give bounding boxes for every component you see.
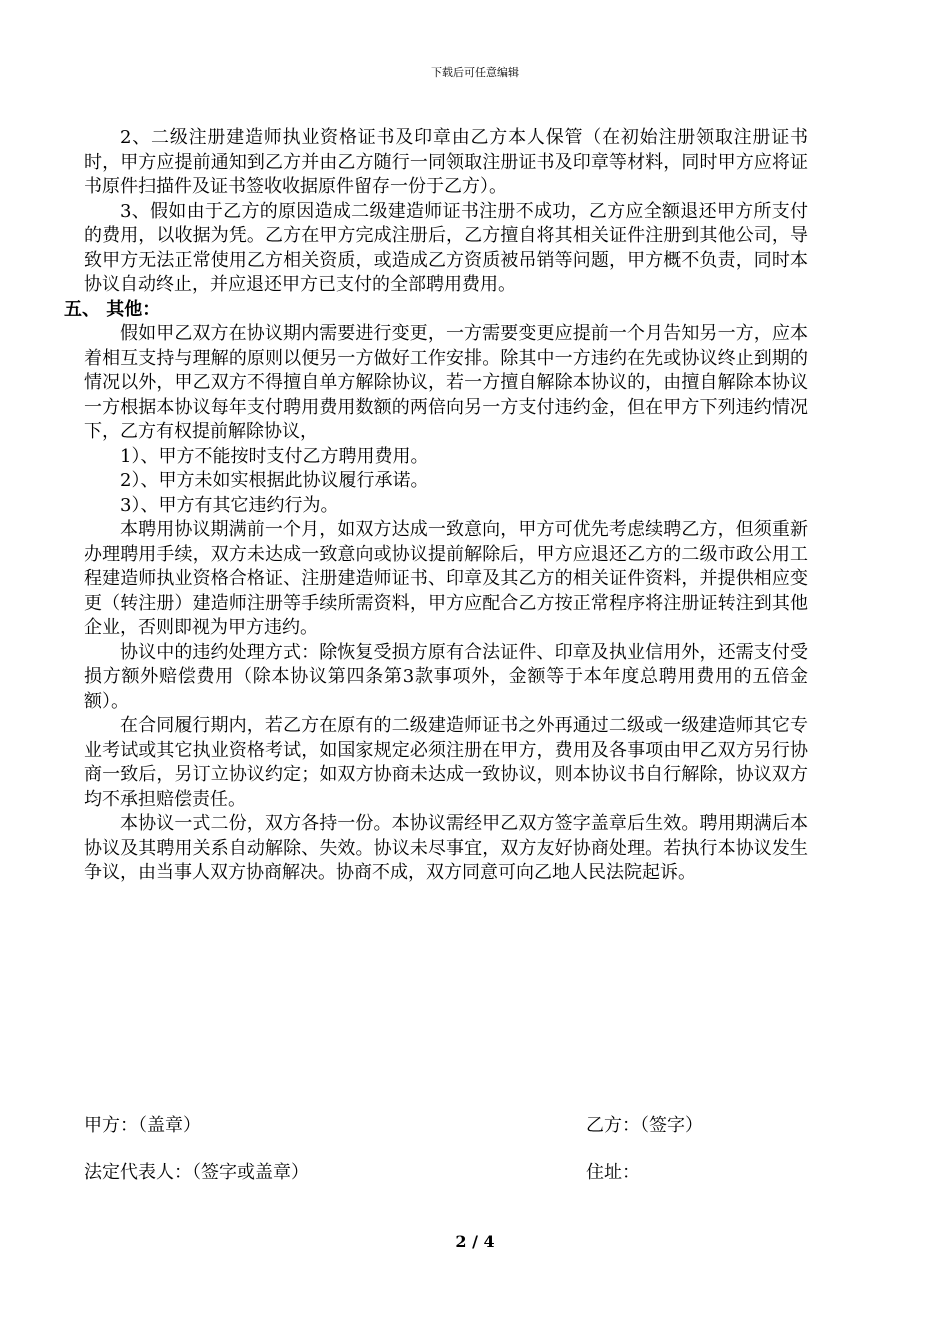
paragraph-additional-qualification: 在合同履行期内，若乙方在原有的二级建造师证书之外再通过二级或一级建造师其它专业考试或其它执业资格考试，如国家规定必须注册在甲方，费用及各事项由甲乙双方另行协商一致后，另订立协议约定；如双方协商未达成一致协议，则本协议书自行解除，协议双方均不承担赔偿责任。: [84, 715, 808, 810]
clause-4-2: 2、二级注册建造师执业资格证书及印章由乙方本人保管（在初始注册领取注册证书时，甲方应提前通知到乙方并由乙方随行一同领取注册证书及印章等材料，同时甲方应将证书原件扫描件及证书签收收据原件留存一份于乙方）。: [84, 127, 808, 197]
page-number: 2 / 4: [455, 1232, 495, 1251]
party-b-signature-label: 乙方：（签字）: [586, 1115, 703, 1136]
document-body: [64, 126, 808, 886]
signature-row-2: [84, 1160, 808, 1186]
signature-row-1: [84, 1113, 808, 1139]
list-item: 3）、甲方有其它违约行为。: [120, 494, 339, 516]
page-header: 下载后可任意编辑: [431, 66, 519, 79]
paragraph-effectiveness: 本协议一式二份，双方各持一份。本协议需经甲乙双方签字盖章后生效。聘用期满后本协议及其聘用关系自动解除、失效。协议未尽事宜，双方友好协商处理。若执行本协议发生争议，由当事人双方协商解决。协商不成，双方同意可向乙地人民法院起诉。: [84, 813, 808, 883]
section-five-intro: 假如甲乙双方在协议期内需要进行变更，一方需要变更应提前一个月告知另一方，应本着相互支持与理解的原则以便另一方做好工作安排。除其中一方违约在先或协议终止到期的情况以外，甲乙双方不得擅自单方解除协议，若一方擅自解除本协议的，由擅自解除本协议一方根据本协议每年支付聘用费用数额的两倍向另一方支付违约金，但在甲方下列违约情况下，乙方有权提前解除协议，: [84, 323, 808, 442]
address-label: 住址：: [586, 1162, 640, 1183]
clause-4-3: 3、假如由于乙方的原因造成二级建造师证书注册不成功，乙方应全额退还甲方所支付的费用，以收据为凭。乙方在甲方完成注册后，乙方擅自将其相关证件注册到其他公司，导致甲方无法正常使用乙方相关资质，或造成乙方资质被吊销等问题，甲方概不负责，同时本协议自动终止，并应退还甲方已支付的全部聘用费用。: [84, 200, 808, 295]
legal-representative-label: 法定代表人：（签字或盖章）: [84, 1162, 309, 1183]
party-a-seal-label: 甲方：（盖章）: [84, 1115, 201, 1136]
list-item: 1）、甲方不能按时支付乙方聘用费用。: [120, 445, 429, 467]
section-five-heading: 五、 其他：: [64, 298, 161, 320]
list-item: 2）、甲方未如实根据此协议履行承诺。: [120, 470, 429, 491]
paragraph-renewal: 本聘用协议期满前一个月，如双方达成一致意向，甲方可优先考虑续聘乙方，但须重新办理聘用手续，双方未达成一致意向或协议提前解除后，甲方应退还乙方的二级市政公用工程建造师执业资格合格证、注册建造师证书、印章及其乙方的相关证件资料，并提供相应变更（转注册）建造师注册等手续所需资料，甲方应配合乙方按正常程序将注册证转注到其他企业，否则即视为甲方违约。: [84, 519, 808, 638]
paragraph-breach-handling: 协议中的违约处理方式：除恢复受损方原有合法证件、印章及执业信用外，还需支付受损方额外赔偿费用（除本协议第四条第3款事项外，金额等于本年度总聘用费用的五倍金额）。: [84, 641, 808, 712]
